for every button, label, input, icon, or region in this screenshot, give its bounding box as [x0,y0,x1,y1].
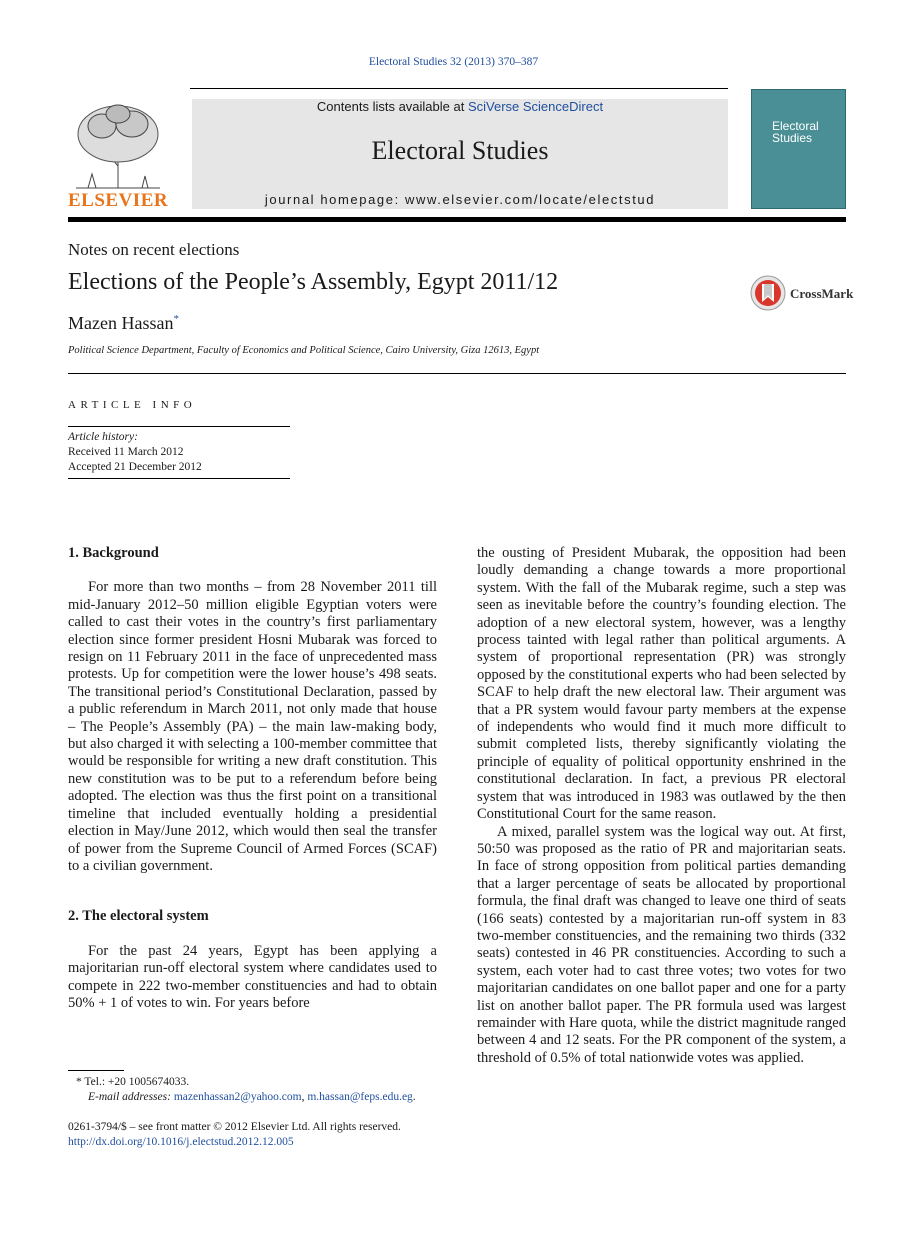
journal-citation[interactable]: Electoral Studies 32 (2013) 370–387 [368,56,539,68]
copyright-line: 0261-3794/$ – see front matter © 2012 Elsevier Ltd. All rights reserved. [68,1121,401,1133]
received-date: Received 11 March 2012 [68,446,184,458]
crossmark-label[interactable]: CrossMark [790,286,854,301]
history-label: Article history: [68,431,138,443]
footnote-rule [68,1070,124,1071]
author-name-text: Mazen Hassan [68,313,174,333]
footnote-email-label: E-mail addresses: [88,1091,174,1103]
crossmark-icon[interactable] [750,275,786,311]
email-separator: , [301,1091,308,1103]
article-info-heading: ARTICLE INFO [68,399,197,411]
elsevier-wordmark: ELSEVIER [68,190,169,211]
body-column-left [68,545,437,1012]
author-footnote [68,1075,437,1105]
sciencedirect-link[interactable]: SciVerse ScienceDirect [467,99,604,114]
footnote-telephone: Tel.: +20 1005674033. [84,1076,190,1088]
section-label: Notes on recent elections [68,240,240,259]
author-footnote-mark[interactable]: * [173,313,179,325]
masthead-top-rule [190,88,728,89]
footnote-mark: * [76,1076,82,1088]
email-link-1[interactable]: mazenhassan2@yahoo.com [173,1091,302,1103]
homepage-prefix: journal homepage: [264,192,406,207]
doi-link[interactable]: http://dx.doi.org/10.1016/j.electstud.2012.12.005 [68,1136,294,1148]
article-title: Elections of the People’s Assembly, Egypt 2011/12 [68,269,559,295]
email-link-2[interactable]: m.hassan@feps.edu.eg [307,1091,413,1103]
article-info-rule-top [68,426,290,427]
copyright-block [68,1120,437,1150]
contents-prefix: Contents lists available at [316,99,468,114]
section-heading-electoral-system: 2. The electoral system [68,908,209,925]
electoral-system-paragraph-1: For the past 24 years, Egypt has been applying a majoritarian run-off electoral system where candidates used to compete in 222 two-member constituencies and had to obtain 50% + 1 of votes to win. For years before [68,942,437,1011]
article-info-rule-bottom [68,478,290,479]
journal-homepage [192,192,728,207]
electoral-system-paragraph-2: A mixed, parallel system was the logical way out. At first, 50:50 was proposed as the ratio of PR and majoritarian seats. In face of strong opposition from political parties demanding that a larger percentage of seats be allocated by proportional formula, the final draft was changed to leave one third of seats (166 seats) contested by a majoritarian run-off system in 83 two-member constituencies, and the remaining two thirds (332 seats) contested in 46 PR constituencies. According to such a system, each voter had to cast three votes; two votes for two majoritarian candidates on one ballot paper and one for a party list on another ballot paper. The PR formula used was largest remainder with Hare quota, while the district magnitude ranged between 4 and 12 seats. For the PR component of the system, a threshold of 0.5% of total nationwide votes was applied. [477,823,846,1066]
section-heading-background: 1. Background [68,545,159,561]
journal-title: Electoral Studies [371,136,549,165]
background-paragraph: For more than two months – from 28 November 2011 till mid-January 2012–50 million eligible Egyptian voters were called to cast their votes in the country’s first parliamentary election since former president Hosni Mubarak was forced to resign on 11 February 2011 in the face of unprecedented mass protests. Up for competition were the lower house’s 498 seats. The transitional period’s Constitutional Declaration, passed by a public referendum in March 2011, not only made that house – The People’s Assembly (PA) – the main law-making body, but also charged it with selecting a 100-member committee that would be responsible for writing a new draft constitution. This new constitution was to be put to a referendum before being adopted. The election was thus the first point on a transitional timeline that included eventually holding a presidential election in May/June 2012, which would then seal the transfer of power from the Supreme Council of Armed Forces (SCAF) to a civilian government. [68,579,437,874]
email-end: . [412,1091,416,1103]
masthead-rule [68,217,846,222]
journal-cover-thumbnail[interactable] [751,89,846,209]
author-affiliation: Political Science Department, Faculty of Economics and Political Science, Cairo University, Giza 12613, Egypt [68,345,540,356]
cover-title: Electoral Studies [772,119,819,145]
accepted-date: Accepted 21 December 2012 [68,461,202,473]
electoral-system-paragraph-1-continued: the ousting of President Mubarak, the opposition had been loudly demanding a change towards a more proportional system. With the fall of the Mubarak regime, such a step was seen as inevitable before the country’s founding election. The adoption of a new electoral system, however, was a lengthy process tainted with legal rather than political arguments. A system of proportional representation (PR) was strongly opposed by the constitutional experts who had been selected by SCAF to help draft the new electoral law. Their argument was that a PR system would favour party members at the expense of independents who would find it much more difficult to submit completed lists, thereby significantly violating the principle of equality of political opportunity enshrined in the constitutional declaration. In fact, a previous PR electoral system that was introduced in 1983 was outlawed by the then Constitutional Court for the same reason. [477,545,846,823]
author-name[interactable] [68,313,179,334]
contents-line [192,99,728,114]
header-divider [68,373,846,374]
body-column-right [477,545,846,1067]
homepage-url[interactable]: www.elsevier.com/locate/electstud [405,192,656,207]
article-history [68,430,202,475]
